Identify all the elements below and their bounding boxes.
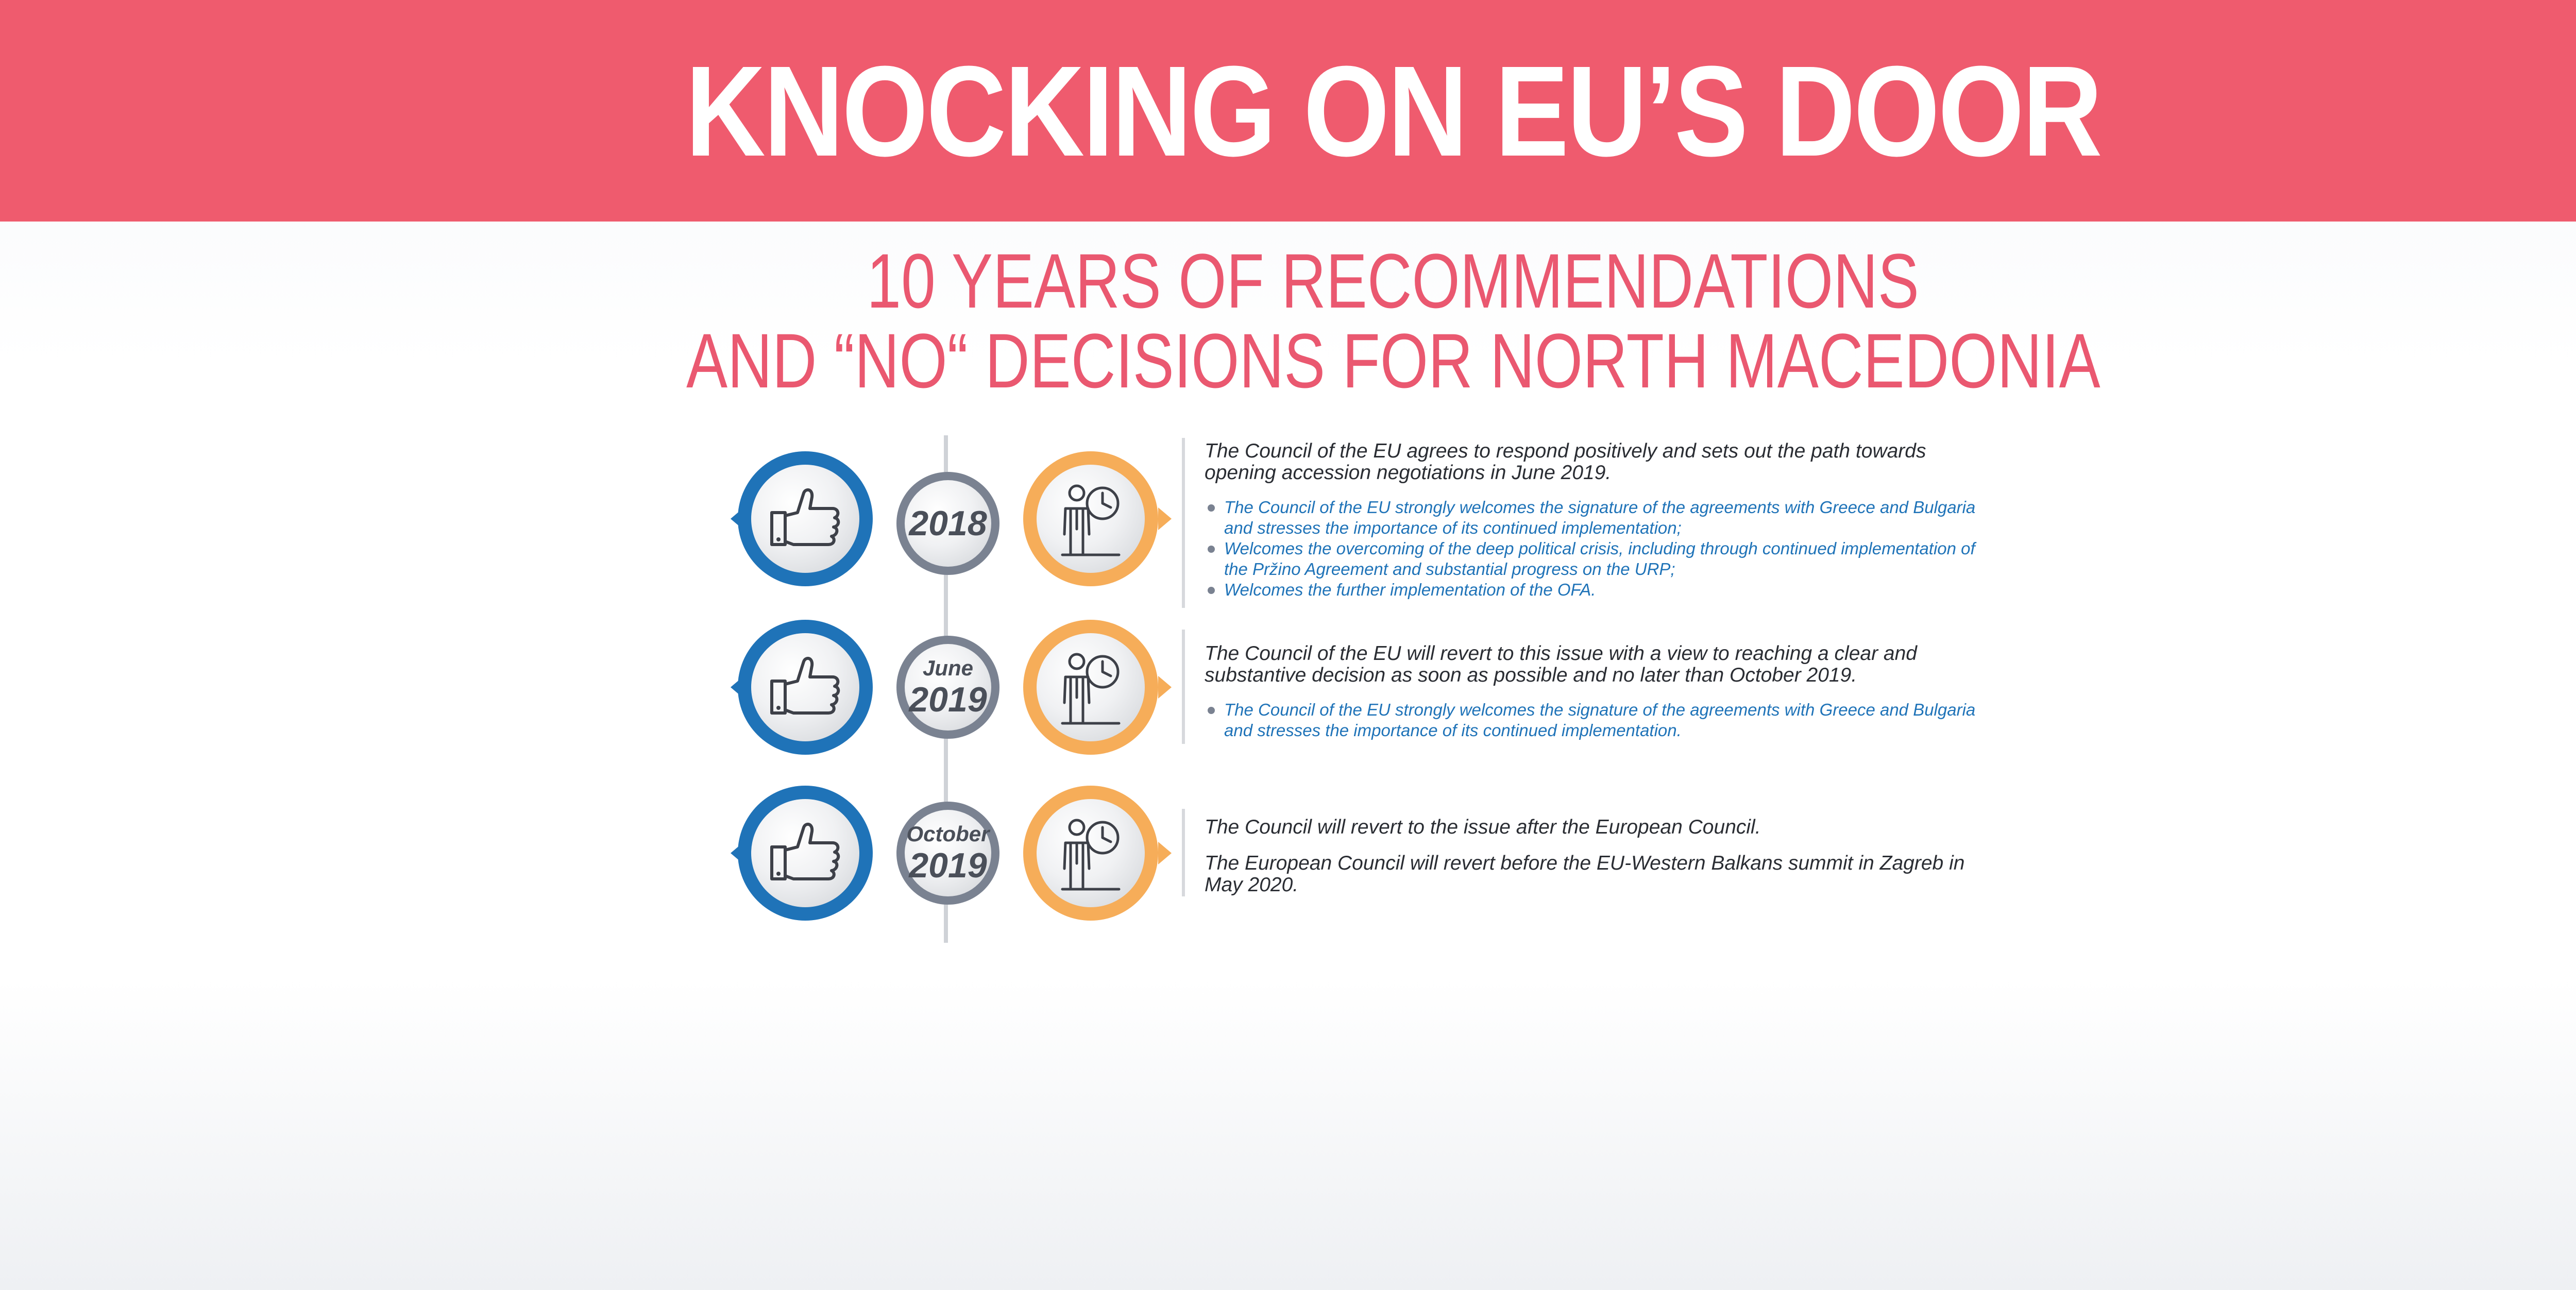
month-label: June xyxy=(922,656,974,680)
year-badge-2018 xyxy=(896,472,999,575)
row-separator xyxy=(1182,809,1185,896)
pointer-right-icon xyxy=(1158,507,1172,530)
year-label: 2019 xyxy=(909,846,987,885)
year-badge-june-2019 xyxy=(896,636,999,739)
thumbs-up-icon xyxy=(767,483,844,555)
person-clock-icon xyxy=(1052,478,1129,560)
person-clock-badge xyxy=(1023,786,1158,921)
subtitle-line-2: AND “NO“ DECISIONS FOR NORTH MACEDONIA xyxy=(686,317,2100,404)
year-badge-october-2019 xyxy=(896,802,999,905)
row-separator xyxy=(1182,438,1185,608)
thumbs-up-badge xyxy=(738,451,873,586)
entry-lead: The Council of the EU will revert to this issue with a view to reaching a clear and substantive decision as soon as possible and no later than October 2019. xyxy=(1205,642,1917,686)
thumbs-up-icon xyxy=(767,817,844,889)
year-label: 2018 xyxy=(909,504,987,543)
person-clock-icon xyxy=(1052,646,1129,728)
entry-lead: The Council of the EU agrees to respond positively and sets out the path towards opening accession negotiations in June 2019. xyxy=(1205,440,1926,484)
thumbs-up-icon xyxy=(767,651,844,723)
thumbs-up-badge xyxy=(738,620,873,755)
entry-text-october-2019 xyxy=(1205,817,1977,896)
pointer-right-icon xyxy=(1158,842,1172,864)
header-banner xyxy=(0,0,2576,222)
list-item: Welcomes the overcoming of the deep political crisis, including through continued implementation of the Pržino Agreement and substantial progress on the URP; xyxy=(1205,538,1977,580)
person-clock-badge xyxy=(1023,620,1158,755)
entry-lead: The Council will revert to the issue after the European Council. xyxy=(1205,816,1761,838)
entry-lead-2: The European Council will revert before the EU-Western Balkans summit in Zagreb in May 2020. xyxy=(1205,852,1965,896)
entry-bullets xyxy=(1205,497,1977,600)
list-item: The Council of the EU strongly welcomes the signature of the agreements with Greece and Bulgaria and stresses the importance of its continued implementation; xyxy=(1205,497,1977,538)
year-label: 2019 xyxy=(909,680,987,719)
entry-text-june-2019 xyxy=(1205,643,1977,741)
entry-bullets xyxy=(1205,700,1977,741)
person-clock-icon xyxy=(1052,812,1129,894)
page-title: KNOCKING ON EU’S DOOR xyxy=(685,39,2101,183)
entry-text-2018 xyxy=(1205,440,1977,600)
thumbs-up-badge xyxy=(738,786,873,921)
list-item: The Council of the EU strongly welcomes the signature of the agreements with Greece and Bulgaria and stresses the importance of its continued implementation. xyxy=(1205,700,1977,741)
subtitle-line-1: 10 YEARS OF RECOMMENDATIONS xyxy=(867,237,1920,324)
list-item: Welcomes the further implementation of the OFA. xyxy=(1205,580,1977,600)
person-clock-badge xyxy=(1023,451,1158,586)
month-label: October xyxy=(906,822,990,846)
row-separator xyxy=(1182,630,1185,744)
pointer-right-icon xyxy=(1158,676,1172,699)
